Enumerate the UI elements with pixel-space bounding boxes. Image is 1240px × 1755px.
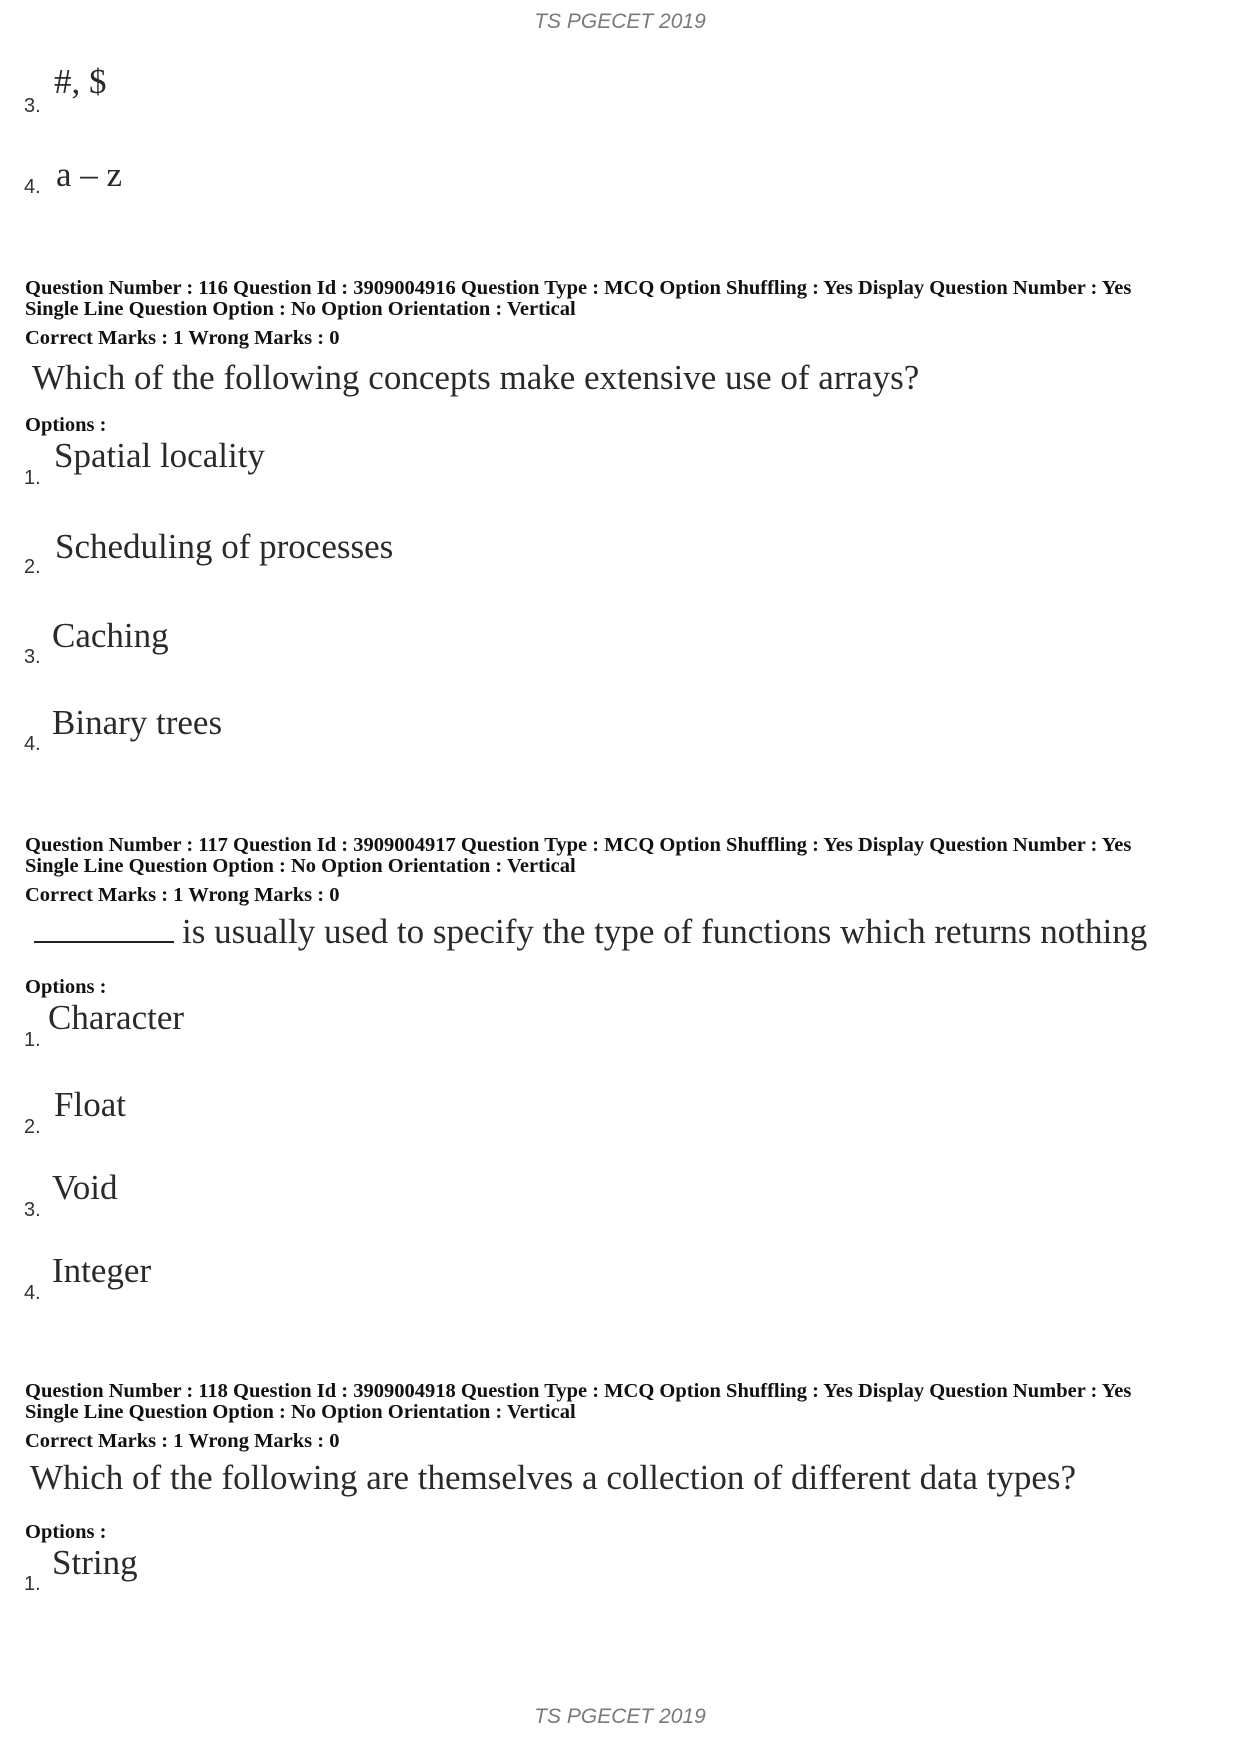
options-label: Options : <box>25 1521 107 1543</box>
option-number: 1. <box>24 1573 41 1595</box>
question-meta-line1: Question Number : 117 Question Id : 3909004917 Question Type : MCQ Option Shuffling : Yes Display Question Number : Yes <box>25 834 1132 856</box>
option-text: Caching <box>52 616 169 655</box>
option-number: 4. <box>24 1282 41 1304</box>
option-text: Integer <box>52 1251 152 1290</box>
option-text: a – z <box>56 155 123 194</box>
question-marks: Correct Marks : 1 Wrong Marks : 0 <box>25 884 340 906</box>
question-text-row <box>34 912 1147 952</box>
question-meta-line2: Single Line Question Option : No Option Orientation : Vertical <box>25 298 576 320</box>
question-meta-line1: Question Number : 118 Question Id : 3909004918 Question Type : MCQ Option Shuffling : Yes Display Question Number : Yes <box>25 1380 1132 1402</box>
page-footer: TS PGECET 2019 <box>534 1705 706 1728</box>
option-text: Character <box>48 998 185 1037</box>
option-text: String <box>52 1543 138 1582</box>
option-number: 1. <box>24 1029 41 1051</box>
option-number: 2. <box>24 1116 41 1138</box>
question-meta-line2: Single Line Question Option : No Option Orientation : Vertical <box>25 1401 576 1423</box>
question-text: is usually used to specify the type of functions which returns nothing <box>182 912 1148 951</box>
options-label: Options : <box>25 414 107 436</box>
option-number: 3. <box>24 1199 41 1221</box>
option-number: 2. <box>24 556 41 578</box>
option-text: Binary trees <box>52 703 223 742</box>
option-number: 3. <box>24 646 41 668</box>
question-meta-line2: Single Line Question Option : No Option Orientation : Vertical <box>25 855 576 877</box>
option-number: 4. <box>24 176 41 198</box>
page-header: TS PGECET 2019 <box>534 10 706 33</box>
question-meta-line1: Question Number : 116 Question Id : 3909004916 Question Type : MCQ Option Shuffling : Yes Display Question Number : Yes <box>25 277 1132 299</box>
option-number: 3. <box>24 95 41 117</box>
option-text: Scheduling of processes <box>55 527 394 566</box>
option-text: Spatial locality <box>54 436 265 475</box>
option-number: 4. <box>24 733 41 755</box>
option-text: #, $ <box>54 62 107 101</box>
option-text: Float <box>54 1085 126 1124</box>
question-text: Which of the following are themselves a collection of different data types? <box>30 1458 1077 1497</box>
answer-blank <box>34 941 174 943</box>
option-number: 1. <box>24 467 41 489</box>
question-marks: Correct Marks : 1 Wrong Marks : 0 <box>25 1430 340 1452</box>
options-label: Options : <box>25 976 107 998</box>
option-text: Void <box>52 1168 118 1207</box>
question-text: Which of the following concepts make extensive use of arrays? <box>32 358 920 397</box>
question-marks: Correct Marks : 1 Wrong Marks : 0 <box>25 327 340 349</box>
